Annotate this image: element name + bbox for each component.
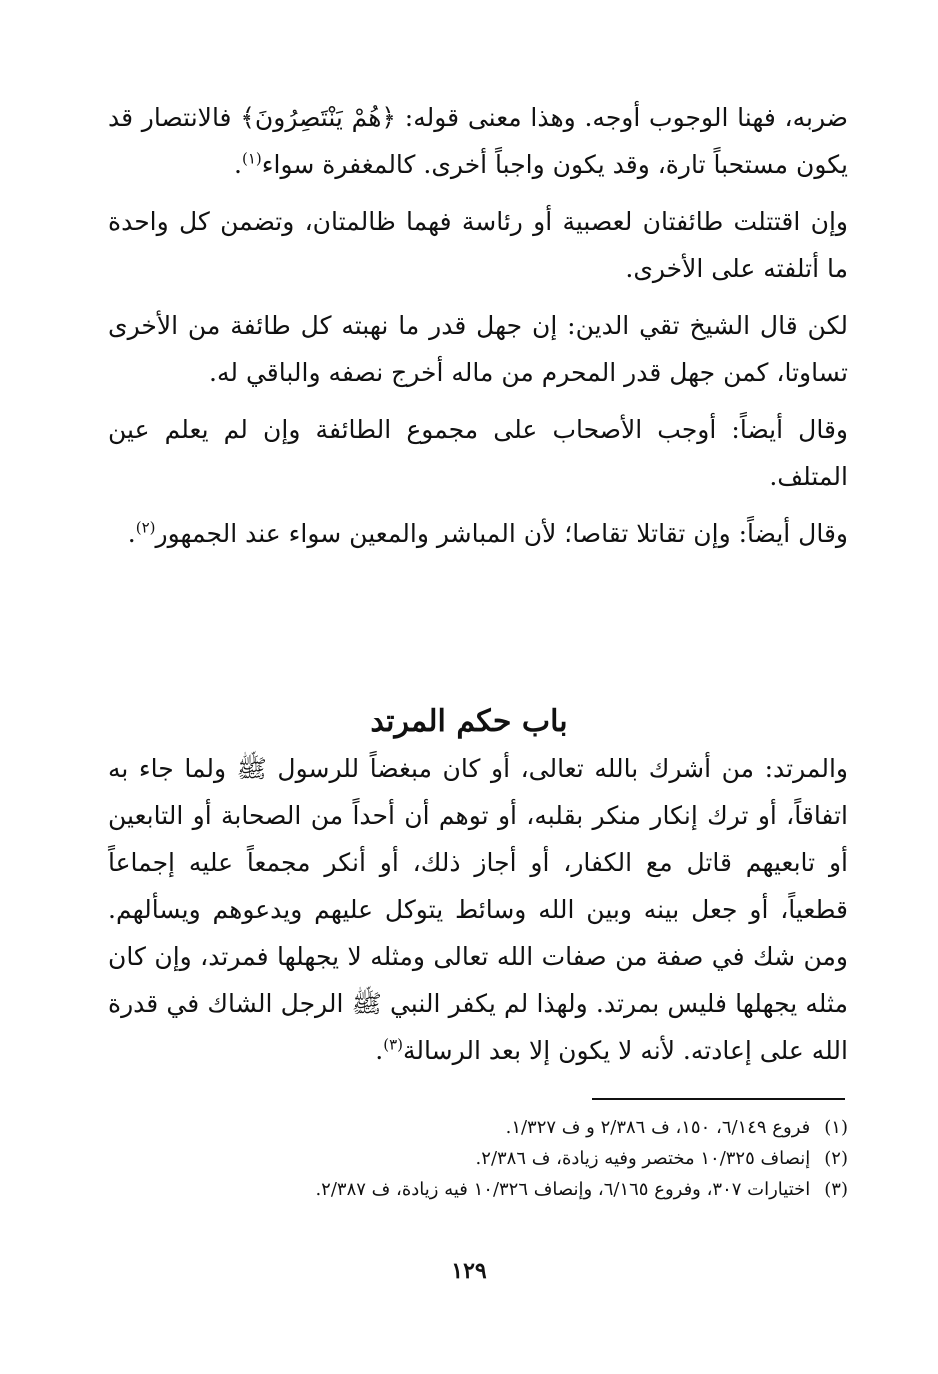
paragraph-text: ضربه، فهنا الوجوب أوجه. وهذا معنى قوله: ﴿هُمْ يَنْتَصِرُونَ﴾ فالانتصار قد يكون مستحباً تارة، وقد يكون واجباً أخرى. كالمغفرة سواء xyxy=(108,103,848,179)
paragraph-text: والمرتد: من أشرك بالله تعالى، أو كان مبغضاً للرسول ﷺ ولما جاء به اتفاقاً، أو ترك إنكار منكر بقلبه، أو توهم أن أحداً من الصحابة أو التابعين أو تابعيهم قاتل مع الكفار، أو أجاز ذلك، أو أنكر مجمعاً عليه إجماعاً قطعياً، أو جعل بينه وبين الله وسائط يتوكل عليهم ويدعوهم ويسألهم. ومن شك في صفة من صفات الله تعالى ومثله لا يجهلها فمرتد، وإن كان مثله يجهلها فليس بمرتد. ولهذا لم يكفر النبي ﷺ الرجل الشاك في قدرة الله على إعادته. لأنه لا يكون إلا بعد الرسالة xyxy=(108,754,848,1065)
footnote-number: (١) xyxy=(824,1117,848,1138)
chapter-heading: باب حكم المرتد xyxy=(370,704,568,739)
paragraph-retaliation: وقال أيضاً: وإن تقاتلا تقاصا؛ لأن المباشر والمعين سواء عند الجمهور$^{(٢)}$. xyxy=(127,518,848,548)
page-number: ١٢٩ xyxy=(451,1258,487,1284)
footnotes xyxy=(108,1112,848,1205)
footnote-divider xyxy=(592,1098,845,1100)
paragraph-text: وقال أيضاً: وإن تقاتلا تقاصا؛ لأن المباشر والمعين سواء عند الجمهور xyxy=(155,519,848,548)
footnote-item xyxy=(108,1112,848,1143)
footnote-text: فروع ٦/١٤٩، ١٥٠، ف ٢/٣٨٦ و ف ١/٣٢٧. xyxy=(505,1117,811,1138)
footnote-ref-3: (٣) xyxy=(383,1035,404,1054)
footnote-item xyxy=(108,1143,848,1174)
footnote-number: (٢) xyxy=(824,1148,848,1169)
footnote-ref-2: (٢) xyxy=(135,518,156,537)
paragraph-two-groups: وإن اقتتلت طائفتان لعصبية أو رئاسة فهما ظالمتان، وتضمن كل واحدة ما أتلفته على الأخرى. xyxy=(108,207,848,283)
footnote-item xyxy=(108,1174,848,1205)
paragraph-intercession: ضربه، فهنا الوجوب أوجه. وهذا معنى قوله: ﴿هُمْ يَنْتَصِرُونَ﴾ فالانتصار قد يكون مستحباً تارة، وقد يكون واجباً أخرى. كالمغفرة سواء$^{(١)}$. xyxy=(108,103,848,179)
chapter-text-block xyxy=(108,745,848,1074)
footnote-ref-1: (١) xyxy=(241,149,262,168)
footnote-text: إنصاف ١٠/٣٢٥ مختصر وفيه زيادة، ف ٢/٣٨٦. xyxy=(475,1148,811,1169)
footnote-number: (٣) xyxy=(824,1179,848,1200)
main-text-block xyxy=(108,94,848,557)
paragraph-taqi-aldin: لكن قال الشيخ تقي الدين: إن جهل قدر ما نهبته كل طائفة من الأخرى تساوتا، كمن جهل قدر المحرم من ماله أخرج نصفه والباقي له. xyxy=(108,311,848,387)
paragraph-apostate: والمرتد: من أشرك بالله تعالى، أو كان مبغضاً للرسول ﷺ ولما جاء به اتفاقاً، أو ترك إنكار منكر بقلبه، أو توهم أن أحداً من الصحابة أو التابعين أو تابعيهم قاتل مع الكفار، أو أجاز ذلك، أو أنكر مجمعاً عليه إجماعاً قطعياً، أو جعل بينه وبين الله وسائط يتوكل عليهم ويدعوهم ويسألهم. ومن شك في صفة من صفات الله تعالى ومثله لا يجهلها فمرتد، وإن كان مثله يجهلها فليس بمرتد. ولهذا لم يكفر النبي ﷺ الرجل الشاك في قدرة الله على إعادته. لأنه لا يكون إلا بعد الرسالة$^{(٣)}$. xyxy=(108,754,848,1065)
paragraph-companions: وقال أيضاً: أوجب الأصحاب على مجموع الطائفة وإن لم يعلم عين المتلف. xyxy=(108,415,848,491)
footnote-text: اختيارات ٣٠٧، وفروع ٦/١٦٥، وإنصاف ١٠/٣٢٦ فيه زيادة، ف ٢/٣٨٧. xyxy=(315,1179,811,1200)
